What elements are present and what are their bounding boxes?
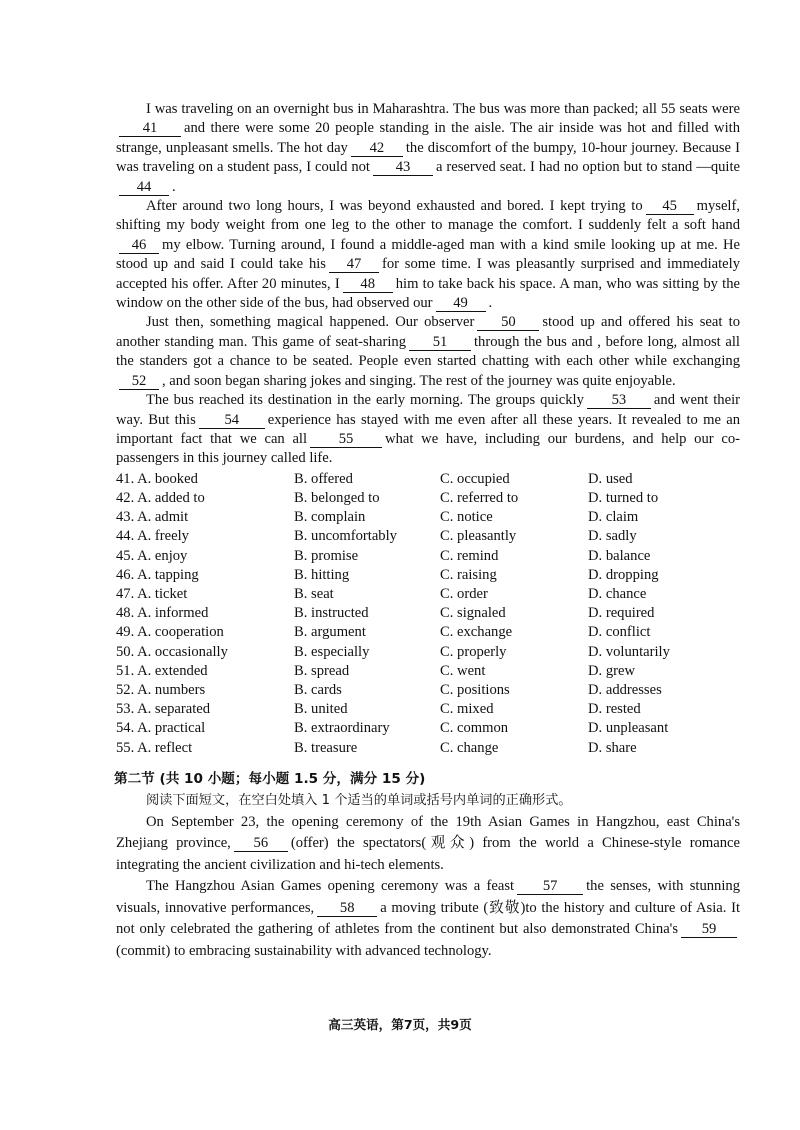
- text: my elbow. Turning around, I found a middle-aged man with a kind smile looking up at me. He stood up and said I could take his: [116, 236, 740, 273]
- blank-46[interactable]: 46: [119, 238, 159, 254]
- option-50-a[interactable]: 50. A. occasionally: [116, 643, 228, 660]
- option-41-d[interactable]: D. used: [588, 470, 633, 487]
- option-42-b[interactable]: B. belonged to: [294, 489, 380, 506]
- text: and there were some 20 people standing in the aisle. The air inside was hot and filled with strange, unpleasant smells. The hot day: [116, 120, 740, 156]
- option-51-d[interactable]: D. grew: [588, 662, 636, 679]
- passage-paragraph-2: [116, 197, 740, 313]
- text: (commit) to embracing sustainability with advanced technology.: [116, 942, 492, 959]
- option-49-a[interactable]: 49. A. cooperation: [116, 624, 224, 641]
- option-46-d[interactable]: D. dropping: [588, 566, 659, 583]
- text: the discomfort of the bumpy, 10-hour journey. Because I was traveling on a student pass, I could not: [116, 139, 741, 176]
- section-2-paragraph-1: [116, 812, 740, 877]
- option-45-d[interactable]: D. balance: [588, 547, 651, 564]
- option-48-d[interactable]: D. required: [588, 605, 655, 622]
- text: On September 23, the opening ceremony of the 19th Asian Games in Hangzhou, east China's Zhejiang province,: [116, 813, 740, 852]
- option-53-d[interactable]: D. rested: [588, 701, 641, 718]
- text: .: [488, 295, 493, 312]
- option-51-a[interactable]: 51. A. extended: [116, 662, 208, 679]
- option-44-c[interactable]: C. pleasantly: [440, 528, 517, 545]
- option-42-d[interactable]: D. turned to: [588, 489, 659, 506]
- option-48-a[interactable]: 48. A. informed: [116, 605, 209, 622]
- option-53-a[interactable]: 53. A. separated: [116, 701, 211, 718]
- option-42-a[interactable]: 42. A. added to: [116, 489, 205, 506]
- option-45-c[interactable]: C. remind: [440, 547, 499, 564]
- option-41-c[interactable]: C. occupied: [440, 470, 510, 487]
- option-45-a[interactable]: 45. A. enjoy: [116, 547, 188, 564]
- option-52-a[interactable]: 52. A. numbers: [116, 681, 206, 698]
- blank-42[interactable]: 42: [351, 141, 403, 157]
- blank-59[interactable]: 59: [681, 922, 737, 938]
- section-2-paragraph-2: [116, 876, 740, 962]
- option-46-c[interactable]: C. raising: [440, 566, 497, 583]
- option-52-c[interactable]: C. positions: [440, 681, 510, 698]
- text: (offer) the spectators(观众) from the world a Chinese-style romance integrating the ancient civilization and hi-tech elements.: [116, 835, 740, 873]
- text: experience has stayed with me even after all these years. It revealed to me an important fact that we can all: [116, 411, 741, 447]
- option-52-d[interactable]: D. addresses: [588, 681, 662, 698]
- option-43-d[interactable]: D. claim: [588, 509, 639, 526]
- option-48-b[interactable]: B. instructed: [294, 605, 369, 622]
- option-51-c[interactable]: C. went: [440, 662, 486, 679]
- option-54-a[interactable]: 54. A. practical: [116, 720, 206, 737]
- option-50-d[interactable]: D. voluntarily: [588, 643, 670, 660]
- blank-47[interactable]: 47: [329, 257, 379, 273]
- blank-58[interactable]: 58: [317, 901, 377, 917]
- blank-57[interactable]: 57: [517, 879, 583, 895]
- text: .: [172, 178, 176, 195]
- blank-50[interactable]: 50: [477, 315, 539, 331]
- options-list: [116, 470, 740, 758]
- option-44-d[interactable]: D. sadly: [588, 528, 637, 545]
- blank-54[interactable]: 54: [199, 413, 265, 429]
- option-53-c[interactable]: C. mixed: [440, 701, 494, 718]
- page-footer: 高三英语，第7页，共9页: [328, 1017, 472, 1032]
- text: through the bus and , before long, almost all the standers got a chance to be seated. People even started chatting with each other while exchanging: [116, 333, 740, 370]
- option-45-b[interactable]: B. promise: [294, 547, 359, 564]
- text: and went their way. But this: [116, 392, 740, 428]
- exam-page: [116, 100, 740, 962]
- text: After around two long hours, I was beyond exhausted and bored. I kept trying to: [146, 198, 643, 215]
- option-51-b[interactable]: B. spread: [294, 662, 350, 679]
- text: The bus reached its destination in the early morning. The groups quickly: [146, 392, 584, 409]
- blank-45[interactable]: 45: [646, 199, 694, 215]
- passage-paragraph-3: [116, 313, 740, 391]
- option-55-c[interactable]: C. change: [440, 739, 499, 756]
- option-48-c[interactable]: C. signaled: [440, 605, 506, 622]
- option-47-c[interactable]: C. order: [440, 585, 488, 602]
- option-54-d[interactable]: D. unpleasant: [588, 720, 669, 737]
- text: I was traveling on an overnight bus in Maharashtra. The bus was more than packed; all 55 seats were: [146, 101, 740, 117]
- blank-48[interactable]: 48: [343, 277, 393, 293]
- option-43-b[interactable]: B. complain: [294, 509, 366, 526]
- option-52-b[interactable]: B. cards: [294, 681, 342, 698]
- blank-55[interactable]: 55: [310, 432, 382, 448]
- blank-49[interactable]: 49: [436, 296, 486, 312]
- option-55-d[interactable]: D. share: [588, 739, 637, 756]
- text: a moving tribute (致敬)to the history and culture of Asia. It not only celebrated the gathering of athletes from the continent but also demonstrated China's: [116, 899, 741, 938]
- option-53-b[interactable]: B. united: [294, 701, 348, 718]
- blank-56[interactable]: 56: [234, 836, 288, 852]
- blank-44[interactable]: 44: [119, 180, 169, 196]
- blank-51[interactable]: 51: [409, 335, 471, 351]
- text: him to take back his space. A man, who was sitting by the window on the other side of the bus, had observed our: [116, 275, 740, 312]
- option-50-b[interactable]: B. especially: [294, 643, 370, 660]
- option-46-a[interactable]: 46. A. tapping: [116, 566, 199, 583]
- option-47-a[interactable]: 47. A. ticket: [116, 585, 188, 602]
- option-44-a[interactable]: 44. A. freely: [116, 528, 189, 545]
- blank-41[interactable]: 41: [119, 121, 181, 137]
- blank-53[interactable]: 53: [587, 393, 651, 409]
- option-41-a[interactable]: 41. A. booked: [116, 470, 198, 487]
- passage-paragraph-1: [116, 100, 740, 197]
- option-41-b[interactable]: B. offered: [294, 470, 353, 487]
- option-54-b[interactable]: B. extraordinary: [294, 720, 390, 737]
- option-43-a[interactable]: 43. A. admit: [116, 509, 189, 526]
- text: for some time. I was pleasantly surprised and immediately accepted his offer. After 20 minutes, I: [116, 256, 740, 292]
- option-42-c[interactable]: C. referred to: [440, 489, 519, 506]
- blank-43[interactable]: 43: [373, 160, 433, 176]
- blank-52[interactable]: 52: [119, 374, 159, 390]
- section-2-instruction: 阅读下面短文，在空白处填入 1 个适当的单词或括号内单词的正确形式。: [146, 792, 572, 808]
- text: the senses, with stunning visuals, innovative performances,: [116, 878, 740, 916]
- section-2-title: 第二节 (共 10 小题；每小题 1.5 分，满分 15 分): [114, 770, 426, 787]
- option-49-b[interactable]: B. argument: [294, 624, 366, 641]
- option-46-b[interactable]: B. hitting: [294, 566, 350, 583]
- option-44-b[interactable]: B. uncomfortably: [294, 528, 397, 545]
- option-50-c[interactable]: C. properly: [440, 643, 507, 660]
- option-43-c[interactable]: C. notice: [440, 509, 493, 526]
- text: myself, shifting my body weight from one leg to the other to manage the comfort. I suddenly felt a soft hand: [116, 198, 740, 234]
- option-49-d[interactable]: D. conflict: [588, 624, 651, 641]
- text: , and soon began sharing jokes and singing. The rest of the journey was quite enjoyable.: [162, 372, 676, 389]
- text: The Hangzhou Asian Games opening ceremony was a feast: [146, 878, 515, 895]
- text: stood up and offered his seat to another standing man. This game of seat-sharing: [116, 314, 740, 350]
- option-54-c[interactable]: C. common: [440, 720, 509, 737]
- option-47-d[interactable]: D. chance: [588, 585, 647, 602]
- option-49-c[interactable]: C. exchange: [440, 624, 513, 641]
- option-47-b[interactable]: B. seat: [294, 585, 334, 602]
- text: Just then, something magical happened. Our observer: [146, 314, 475, 331]
- passage-paragraph-4: [116, 391, 740, 469]
- text: a reserved seat. I had no option but to stand —quite: [436, 159, 740, 176]
- text: what we have, including our burdens, and help our co-passengers in this journey called life.: [116, 430, 740, 467]
- option-55-a[interactable]: 55. A. reflect: [116, 739, 193, 756]
- option-55-b[interactable]: B. treasure: [294, 739, 358, 756]
